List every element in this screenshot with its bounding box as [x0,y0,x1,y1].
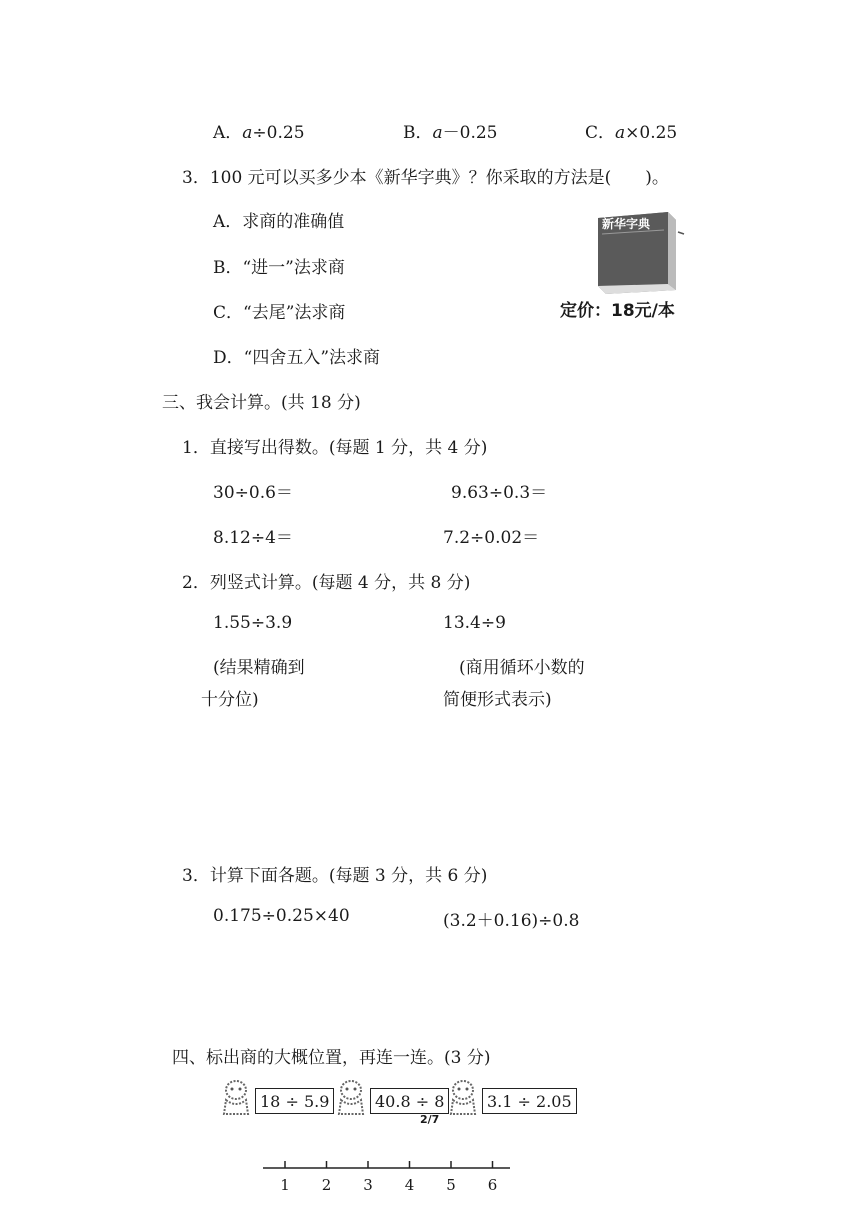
q3-option-c: C．“去尾”法求商 [213,303,346,323]
part-1-title: 1．直接写出得数。(每题 1 分，共 4 分) [182,438,488,458]
price-label: 定价：18元/本 [560,301,675,321]
q3-option-d: D．“四舍五入”法求商 [213,348,381,368]
vertical-calc-right: 13.4÷9 [443,613,506,633]
page-number: 2/7 [420,1113,440,1126]
calc-item-3: 8.12÷4＝ [213,528,293,548]
expression-box-3: 3.1 ÷ 2.05 [482,1088,577,1114]
right-note-line2: 简便形式表示) [443,690,552,710]
option-c: C．a×0.25 [585,123,678,143]
right-note-line1: (商用循环小数的 [459,658,585,678]
left-note-line1: (结果精确到 [213,658,305,678]
question-3-text: 3．100 元可以买多少本《新华字典》？你采取的方法是( )。 [182,168,669,188]
number-line-label: 1 [280,1176,290,1194]
number-line-label: 3 [363,1176,373,1194]
q3-option-b: B．“进一”法求商 [213,258,345,278]
book-title: 新华字典 [602,217,651,231]
option-b: B．a－0.25 [403,123,498,143]
q3-option-a: A．求商的准确值 [213,212,345,232]
expression-box-2: 40.8 ÷ 8 [370,1088,449,1114]
part-2-title: 2．列竖式计算。(每题 4 分，共 8 分) [182,573,471,593]
number-line-label: 5 [446,1176,456,1194]
calc-item-4: 7.2÷0.02＝ [443,528,540,548]
cartoon-figure-icon [333,1078,369,1118]
calc-item-2: 9.63÷0.3＝ [451,483,548,503]
dictionary-book-icon [592,210,688,296]
section-3-title: 三、我会计算。(共 18 分) [162,393,361,413]
expression-box-1: 18 ÷ 5.9 [255,1088,334,1114]
option-a: A．a÷0.25 [213,123,305,143]
cartoon-figure-icon [445,1078,481,1118]
expr-item-2: (3.2＋0.16)÷0.8 [443,911,580,931]
number-line-label: 2 [321,1176,332,1194]
expr-item-1: 0.175÷0.25×40 [213,906,350,926]
left-note-line2: 十分位) [201,690,259,710]
calc-item-1: 30÷0.6＝ [213,483,293,503]
section-4-title: 四、标出商的大概位置，再连一连。(3 分) [172,1048,491,1068]
vertical-calc-left: 1.55÷3.9 [213,613,293,633]
part-3-title: 3．计算下面各题。(每题 3 分，共 6 分) [182,866,488,886]
number-line-label: 6 [487,1176,498,1194]
cartoon-figure-icon [218,1078,254,1118]
number-line-label: 4 [404,1176,415,1194]
number-line [255,1158,520,1198]
